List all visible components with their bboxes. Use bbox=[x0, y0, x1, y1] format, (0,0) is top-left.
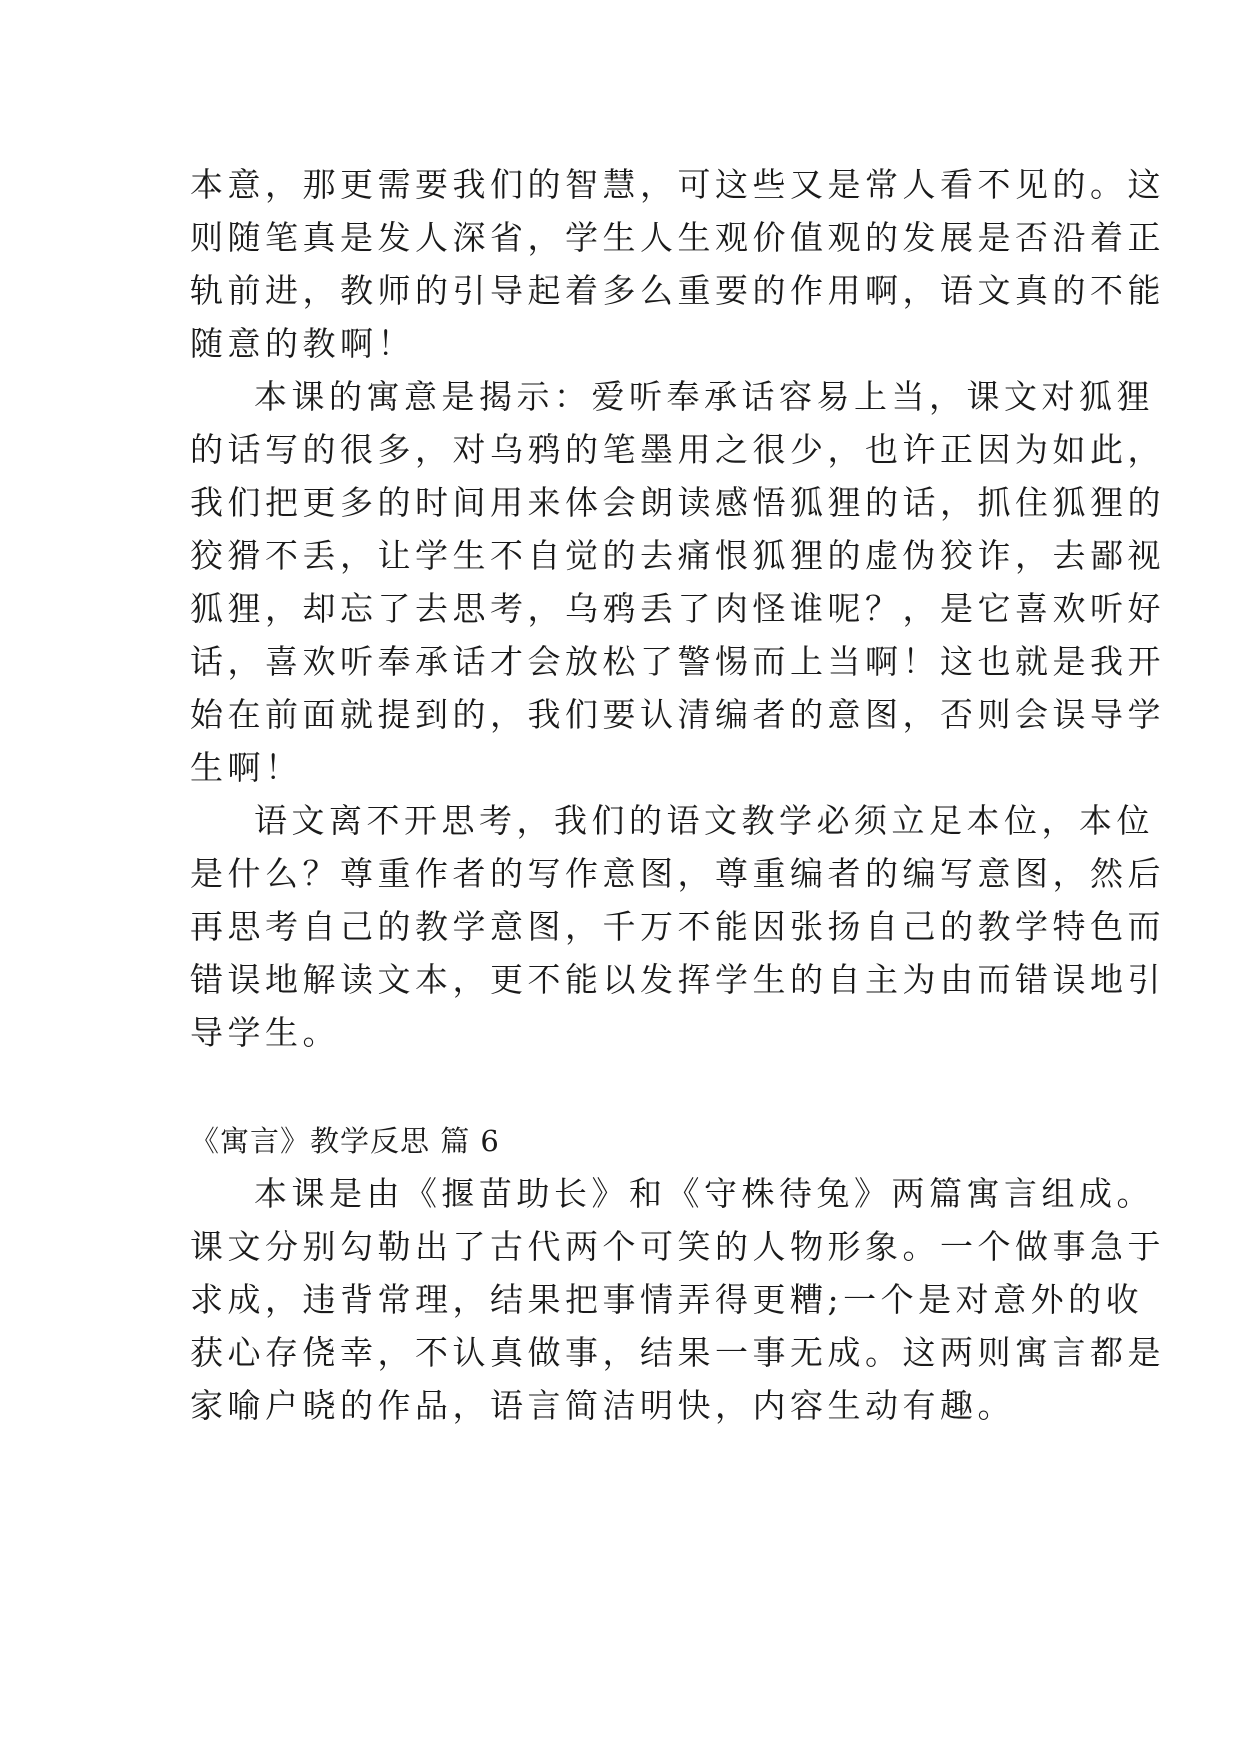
paragraph-2-line-1: 本课的寓意是揭示：爱听奉承话容易上当，课文对狐狸 bbox=[254, 377, 1154, 416]
paragraph-2-line-7: 始在前面就提到的，我们要认清编者的意图，否则会误导学 bbox=[190, 695, 1165, 734]
paragraph-1-line-2: 则随笔真是发人深省，学生人生观价值观的发展是否沿着正 bbox=[190, 218, 1165, 257]
paragraph-3-line-2: 是什么？尊重作者的写作意图，尊重编者的编写意图，然后 bbox=[190, 854, 1165, 893]
paragraph-3-line-4: 错误地解读文本，更不能以发挥学生的自主为由而错误地引 bbox=[190, 960, 1165, 999]
paragraph-2-line-2: 的话写的很多，对乌鸦的笔墨用之很少，也许正因为如此， bbox=[190, 430, 1165, 469]
paragraph-1-line-4: 随意的教啊！ bbox=[190, 324, 415, 363]
paragraph-1-line-3: 轨前进，教师的引导起着多么重要的作用啊，语文真的不能 bbox=[190, 271, 1165, 310]
paragraph-1-line-1: 本意，那更需要我们的智慧，可这些又是常人看不见的。这 bbox=[190, 165, 1165, 204]
paragraph-2-line-6: 话，喜欢听奉承话才会放松了警惕而上当啊！这也就是我开 bbox=[190, 642, 1165, 681]
paragraph-3-line-5: 导学生。 bbox=[190, 1013, 340, 1052]
section-paragraph-line-3: 求成，违背常理，结果把事情弄得更糟;一个是对意外的收 bbox=[190, 1280, 1144, 1319]
section-paragraph-line-1: 本课是由《揠苗助长》和《守株待兔》两篇寓言组成。 bbox=[254, 1174, 1154, 1213]
section-paragraph-line-5: 家喻户晓的作品，语言简洁明快，内容生动有趣。 bbox=[190, 1386, 1015, 1425]
paragraph-2-line-4: 狡猾不丢，让学生不自觉的去痛恨狐狸的虚伪狡诈，去鄙视 bbox=[190, 536, 1165, 575]
section-paragraph-line-4: 获心存侥幸，不认真做事，结果一事无成。这两则寓言都是 bbox=[190, 1333, 1165, 1372]
section-paragraph-line-2: 课文分别勾勒出了古代两个可笑的人物形象。一个做事急于 bbox=[190, 1227, 1165, 1266]
section-heading: 《寓言》教学反思 篇 6 bbox=[190, 1124, 500, 1158]
paragraph-2-line-3: 我们把更多的时间用来体会朗读感悟狐狸的话，抓住狐狸的 bbox=[190, 483, 1165, 522]
paragraph-2-line-8: 生啊！ bbox=[190, 748, 303, 787]
paragraph-3-line-3: 再思考自己的教学意图，千万不能因张扬自己的教学特色而 bbox=[190, 907, 1165, 946]
paragraph-2-line-5: 狐狸，却忘了去思考，乌鸦丢了肉怪谁呢？，是它喜欢听好 bbox=[190, 589, 1165, 628]
paragraph-3-line-1: 语文离不开思考，我们的语文教学必须立足本位，本位 bbox=[254, 801, 1154, 840]
